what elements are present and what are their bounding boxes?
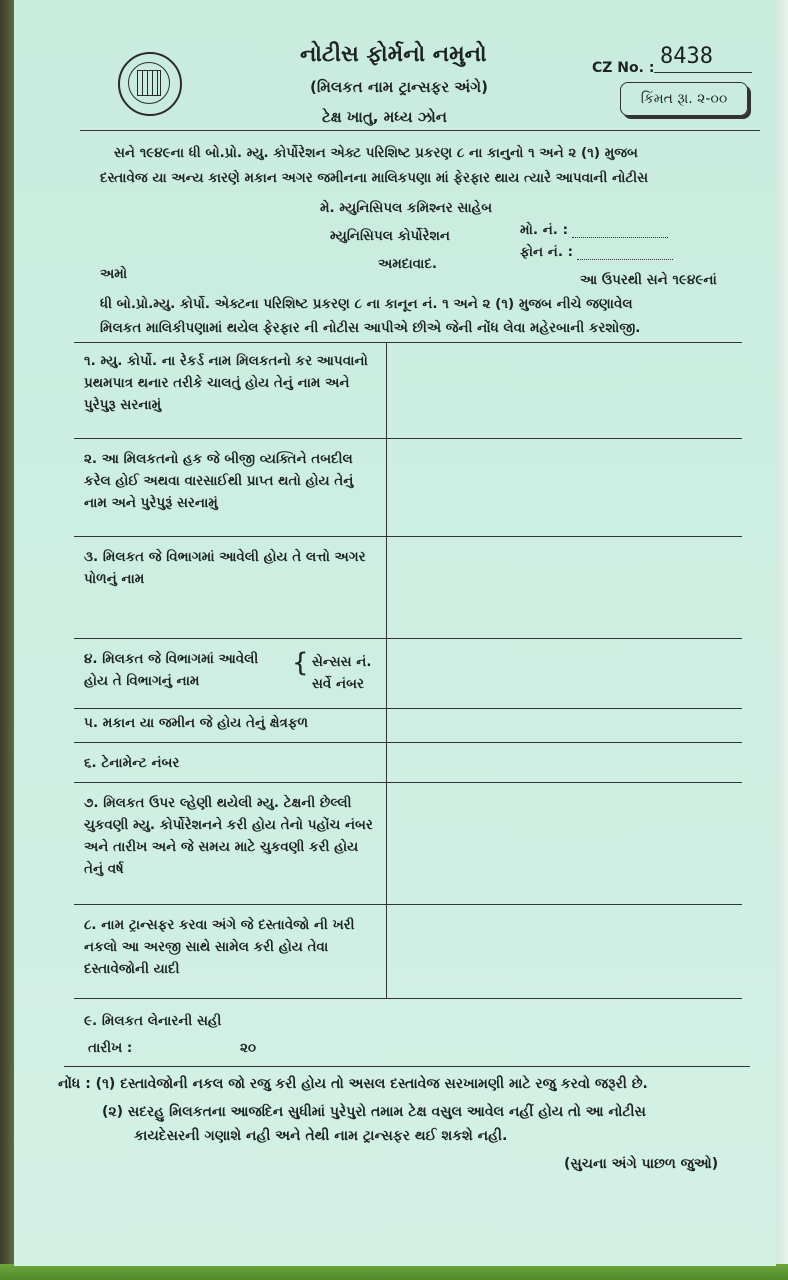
logo-building (137, 70, 161, 96)
notice-form-paper (14, 0, 776, 1266)
corporation-logo-icon (118, 52, 182, 116)
intro-line-1: સને ૧૯૪૯ના ધી બો.પ્રો. મ્યુ. કોર્પોરેશન એક્ટ પરિશિષ્ટ પ્રકરણ ૮ ના કાનુનો ૧ અને ૨ (૧) મુજબ (114, 145, 638, 161)
addressee-line-2: મ્યુનિસિપલ કોર્પોરેશન (330, 228, 450, 244)
row-rule-4 (74, 708, 742, 709)
body-line-1: ધી બો.પ્રો.મ્યુ. કોર્પો. એક્ટના પરિશિષ્ટ પ્રકરણ ૮ ના કાનૂન નં. ૧ અને ૨ (૧) મુજબ નીચે જણાવેલ (100, 296, 633, 312)
amo-label: અમો (100, 266, 128, 282)
cz-number-label: CZ No. : (592, 60, 655, 76)
item-8-label: ૮. નામ ટ્રાન્સફર કરવા અંગે જે દસ્તાવેજો ની ખરી નકલો આ અરજી સાથે સામેલ કરી હોય તેવા દસ્તાવેજોની યાદી (84, 917, 355, 977)
date-label: તારીખ : (88, 1040, 133, 1056)
header-rule (80, 130, 760, 131)
date-year: ૨૦ (240, 1040, 257, 1056)
row-rule-5 (74, 742, 742, 743)
intro-line-2: દસ્તાવેજ યા અન્ય કારણે મકાન અગર જમીનના માલિકપણા માં ફેરફાર થાય ત્યારે આપવાની નોટીસ (100, 170, 649, 186)
phone-label (520, 244, 673, 260)
cz-number-value: 8438 (660, 44, 713, 69)
row-rule-7 (74, 904, 742, 905)
addressee-line-3: અમદાવાદ. (378, 256, 438, 272)
mobile-label-text: મો. નં. : (520, 222, 569, 238)
row-rule-3 (74, 638, 742, 639)
note-2-line-1: (૨) સદરહુ મિલકતના આજદિન સુધીમાં પુરેપુરો તમામ ટેક્ષ વસુલ આવેલ નહીં હોય તો આ નોટીસ (102, 1104, 646, 1120)
body-line-2: મિલકત માલિકીપણામાં થયેલ ફેરફાર ની નોટીસ આપીએ છીએ જેની નોંધ લેવા મહેરબાની કરશોજી. (100, 320, 641, 336)
item-6-label: ૬. ટેનામેન્ટ નંબર (84, 755, 180, 771)
form-title: નોટીસ ફોર્મનો નમુનો (300, 42, 487, 67)
since-text: આ ઉપરથી સને ૧૯૪૯નાં (580, 272, 717, 288)
cz-number-line (654, 72, 752, 73)
census-label: સેન્સસ નં. (312, 654, 372, 670)
row-rule-8 (74, 998, 742, 999)
note-2-line-2: કાયદેસરની ગણાશે નહી અને તેથી નામ ટ્રાન્સફર થઈ શકશે નહી. (134, 1128, 508, 1144)
item-4-label: ૪. મિલકત જે વિભાગમાં આવેલી હોય તે વિભાગનું નામ (84, 651, 259, 689)
row-rule-2 (74, 536, 742, 537)
item-7-label: ૭. મિલકત ઉપર લ્હેણી થયેલી મ્યુ. ટેક્ષની છેલ્લી ચુકવણી મ્યુ. કોર્પોરેશનને કરી હોય તેનો પહોંચ નંબર અને તારીખ અને જે સમય માટે ચુકવણી કરી હોય તેનું વર્ષ (84, 795, 373, 877)
item-5-label: ૫. મકાન યા જમીન જે હોય તેનું ક્ષેત્રફળ (84, 715, 308, 731)
item-3-label: ૩. મિલકત જે વિભાગમાં આવેલી હોય તે લત્તો અગર પોળનું નામ (84, 549, 366, 587)
price-box: કિંમત રૂા. ૨-૦૦ (620, 82, 748, 116)
phone-label-text: ફોન નં. : (520, 244, 574, 260)
row-rule-1 (74, 438, 742, 439)
item-9-label: ૯. મિલકત લેનારની સહી (84, 1013, 222, 1029)
survey-label: સર્વે નંબર (312, 676, 364, 692)
see-back-note: (સુચના અંગે પાછળ જુઓ) (564, 1156, 719, 1172)
note-1: નોંધ : (૧) દસ્તાવેજોની નકલ જો રજુ કરી હોય તો અસલ દસ્તાવેજ સરખામણી માટે રજુ કરવો જરૂરી છે. (58, 1076, 648, 1092)
page-bottom-edge (0, 1264, 788, 1280)
row-rule-6 (74, 782, 742, 783)
page-right-edge (774, 0, 788, 1280)
item-1-label: ૧. મ્યુ. કોર્પો. ના રેકર્ડ નામ મિલકતનો કર આપવાનો પ્રથમપાત્ર થનાર તરીકે ચાલતું હોય તેનું નામ અને પુરેપુરૂ સરનામું (84, 353, 368, 413)
mobile-label (520, 222, 668, 238)
addressee-line-1: મે. મ્યુનિસિપલ કમિશ્નર સાહેબ (320, 200, 493, 216)
department-name: ટેક્ષ ખાતુ, મધ્ય ઝોન (322, 108, 447, 126)
item-4-brace: { (292, 648, 309, 678)
item-2-label: ૨. આ મિલકતનો હક જે બીજી વ્યક્તિને તબદીલ કરેલ હોઈ અથવા વારસાઈથી પ્રાપ્ત થતો હોય તેનું નામ અને પુરેપુરૂં સરનામું (84, 451, 354, 511)
notes-top-rule (64, 1066, 750, 1067)
form-subtitle: (મિલકત નામ ટ્રાન્સફર અંગે) (310, 78, 488, 96)
table-top-rule (74, 342, 742, 343)
table-divider (386, 342, 387, 998)
phone-blank[interactable] (577, 259, 673, 260)
mobile-blank[interactable] (572, 237, 668, 238)
